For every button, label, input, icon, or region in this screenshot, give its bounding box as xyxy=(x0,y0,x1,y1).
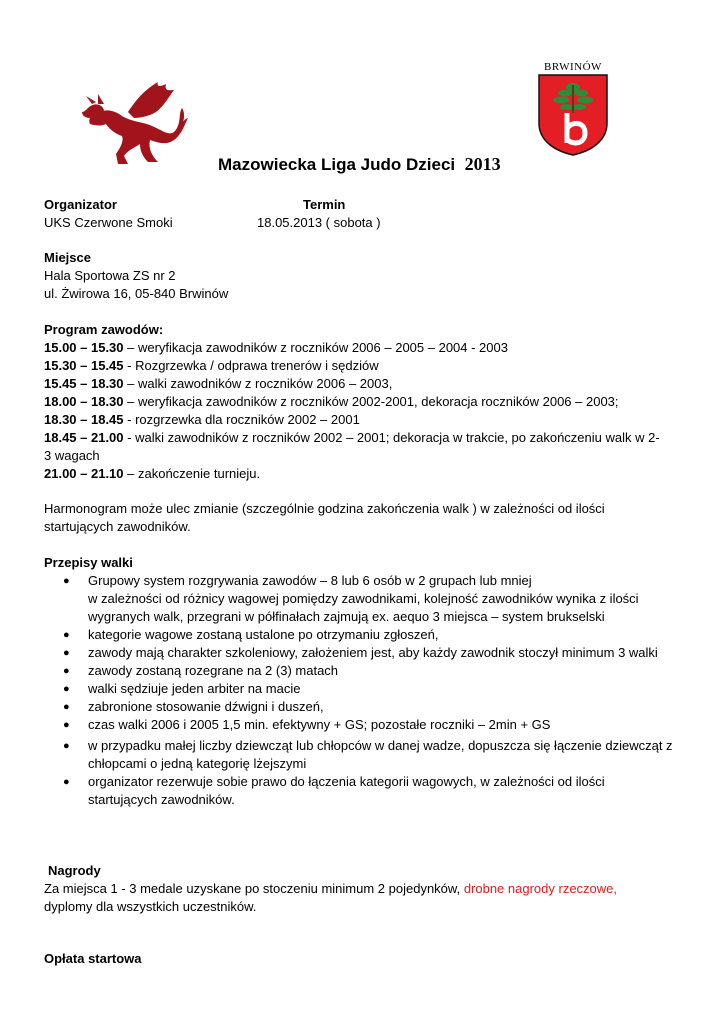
rule-line: startujących zawodników. xyxy=(88,792,235,807)
rule-line: wygranych walk, przegrani w półfinałach zajmują ex. aequo 3 miejsca – system brukselski xyxy=(88,609,605,624)
fee-label: Opłata startowa xyxy=(44,951,142,966)
rule-line: w przypadku małej liczby dziewcząt lub chłopców w danej wadze, dopuszcza się łączenie dziewcząt z xyxy=(88,738,673,753)
program-item: 18.30 – 18.45 - rozgrzewka dla roczników 2002 – 2001 xyxy=(44,412,360,427)
rule-line: zawody zostaną rozegrane na 2 (3) matach xyxy=(88,663,339,678)
program-item: 18.45 – 21.00 - walki zawodników z roczników 2002 – 2001; dekoracja w trakcie, po zakończeniu walk w 2- xyxy=(44,430,660,445)
crest-label: BRWINÓW xyxy=(544,61,602,73)
rule-line: Grupowy system rozgrywania zawodów – 8 lub 6 osób w 2 grupach lub mniej xyxy=(88,573,532,588)
bullet-icon: ● xyxy=(63,776,70,788)
bullet-icon: ● xyxy=(63,719,70,731)
bullet-icon: ● xyxy=(63,701,70,713)
venue-line2: ul. Żwirowa 16, 05-840 Brwinów xyxy=(44,286,229,301)
note-line2: startujących zawodników. xyxy=(44,519,191,534)
program-item: 21.00 – 21.10 – zakończenie turnieju. xyxy=(44,466,261,481)
awards-line2: dyplomy dla wszystkich uczestników. xyxy=(44,899,257,914)
awards-label: Nagrody xyxy=(48,863,101,878)
program-item-continued: 3 wagach xyxy=(44,448,100,463)
program-item: 15.45 – 18.30 – walki zawodników z roczników 2006 – 2003, xyxy=(44,376,393,391)
awards-red-text: drobne nagrody rzeczowe, xyxy=(463,881,618,896)
bullet-icon: ● xyxy=(63,683,70,695)
rule-line: chłopcami o jedną kategorię lżejszymi xyxy=(88,756,307,771)
bullet-icon: ● xyxy=(63,647,70,659)
program-item: 15.00 – 15.30 – weryfikacja zawodników z roczników 2006 – 2005 – 2004 - 2003 xyxy=(44,340,508,355)
note-line1: Harmonogram może ulec zmianie (szczególnie godzina zakończenia walk ) w zależności od ilości xyxy=(44,501,605,516)
date-label: Termin xyxy=(303,197,346,212)
bullet-icon: ● xyxy=(63,575,70,587)
program-label: Program zawodów: xyxy=(44,322,164,337)
program-item: 18.00 – 18.30 – weryfikacja zawodników z roczników 2002-2001, dekoracja roczników 2006 – 2003; xyxy=(44,394,619,409)
rules-label: Przepisy walki xyxy=(44,555,133,570)
awards-line1: Za miejsca 1 - 3 medale uzyskane po stoczeniu minimum 2 pojedynków, drobne nagrody rzeczowe, xyxy=(44,881,618,896)
rule-line: czas walki 2006 i 2005 1,5 min. efektywny + GS; pozostałe roczniki – 2min + GS xyxy=(88,717,551,732)
bullet-icon: ● xyxy=(63,629,70,641)
rule-line: w zależności od różnicy wagowej pomiędzy zawodnikami, kolejność zawodników wynika z ilości xyxy=(88,591,639,606)
page-title xyxy=(218,155,501,174)
brwinow-crest-icon xyxy=(537,73,609,157)
program-item: 15.30 – 15.45 - Rozgrzewka / odprawa trenerów i sędziów xyxy=(44,358,379,373)
rule-line: organizator rezerwuje sobie prawo do łączenia kategorii wagowych, w zależności od ilości xyxy=(88,774,605,789)
title-text: Mazowiecka Liga Judo Dzieci xyxy=(218,155,456,174)
bullet-icon: ● xyxy=(63,665,70,677)
venue-label: Miejsce xyxy=(44,250,91,265)
title-year: 2013 xyxy=(464,154,501,174)
rule-line: walki sędziuje jeden arbiter na macie xyxy=(88,681,301,696)
rule-line: zawody mają charakter szkoleniowy, założeniem jest, aby każdy zawodnik stoczył minimum 3 walki xyxy=(88,645,658,660)
rule-line: kategorie wagowe zostaną ustalone po otrzymaniu zgłoszeń, xyxy=(88,627,439,642)
organizer-value: UKS Czerwone Smoki xyxy=(44,215,173,230)
date-value: 18.05.2013 ( sobota ) xyxy=(257,215,381,230)
organizer-label: Organizator xyxy=(44,197,117,212)
bullet-icon: ● xyxy=(63,740,70,752)
dragon-logo-icon xyxy=(78,78,190,168)
venue-line1: Hala Sportowa ZS nr 2 xyxy=(44,268,176,283)
rule-line: zabronione stosowanie dźwigni i duszeń, xyxy=(88,699,324,714)
